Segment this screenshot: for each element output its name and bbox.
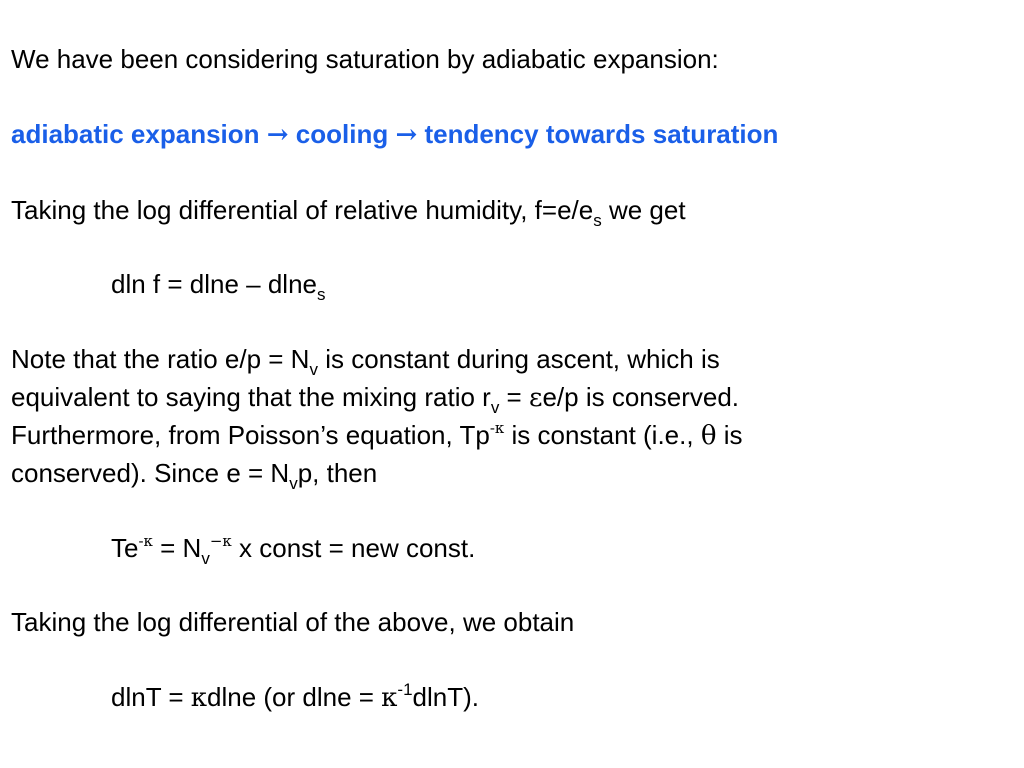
equation-3c: dlnT). — [412, 682, 480, 712]
log-diff-subscript: s — [593, 211, 602, 230]
note-line-2 — [11, 382, 739, 416]
note-2b: = — [499, 382, 529, 412]
equation-2c: x const = new const. — [231, 533, 476, 563]
theta-symbol: θ — [700, 421, 717, 451]
equation-2-subscript: v — [201, 549, 210, 568]
note-2-subscript: v — [490, 398, 500, 417]
intro-line — [11, 44, 719, 74]
equation-3b: dlne (or dlne = — [207, 682, 382, 712]
equation-1 — [111, 269, 326, 303]
equation-1-text: dln f = dlne – dlne — [111, 269, 317, 299]
equation-3a: dlnT = — [111, 682, 191, 712]
note-1a: Note that the ratio e/p = N — [11, 344, 310, 374]
log-diff-line — [11, 195, 686, 229]
final-intro-line — [11, 607, 574, 637]
highlight-line — [11, 119, 778, 150]
equation-3 — [111, 682, 479, 716]
highlight-part-3: tendency towards saturation — [417, 119, 779, 149]
equation-2-superscript-2: −κ — [209, 532, 232, 550]
note-4-subscript: v — [289, 474, 298, 493]
note-3c: is — [716, 420, 743, 450]
arrow-1: → — [266, 120, 289, 150]
note-1b: is constant during ascent, which is — [317, 344, 720, 374]
final-intro-text: Taking the log differential of the above, we obtain — [11, 607, 575, 637]
equation-3-superscript: -1 — [397, 680, 413, 699]
highlight-part-2: cooling — [288, 119, 396, 149]
equation-2a: Te — [111, 533, 139, 563]
equation-2b: = N — [152, 533, 202, 563]
note-4b: p, then — [297, 458, 378, 488]
log-diff-tail: we get — [601, 195, 686, 225]
note-3-superscript: -κ — [489, 419, 505, 437]
equation-1-subscript: s — [317, 285, 326, 304]
note-line-1 — [11, 344, 720, 378]
highlight-part-1: adiabatic expansion — [11, 119, 267, 149]
note-2a: equivalent to saying that the mixing ratio r — [11, 382, 491, 412]
intro-text: We have been considering saturation by adiabatic expansion: — [11, 44, 719, 74]
note-1-subscript: v — [309, 360, 318, 379]
note-line-3 — [11, 420, 742, 454]
equation-2 — [111, 533, 475, 567]
epsilon-symbol: ε — [528, 383, 543, 413]
note-3a: Furthermore, from Poisson’s equation, Tp — [11, 420, 490, 450]
log-diff-text: Taking the log differential of relative humidity, f=e/e — [11, 195, 594, 225]
note-2c: e/p is conserved. — [542, 382, 740, 412]
note-3b: is constant (i.e., — [504, 420, 701, 450]
arrow-2: → — [395, 120, 418, 150]
note-line-4 — [11, 458, 377, 492]
kappa-symbol-1: κ — [190, 683, 207, 713]
note-4a: conserved). Since e = N — [11, 458, 290, 488]
kappa-symbol-2: κ — [381, 683, 398, 713]
equation-2-superscript-1: -κ — [138, 532, 153, 550]
